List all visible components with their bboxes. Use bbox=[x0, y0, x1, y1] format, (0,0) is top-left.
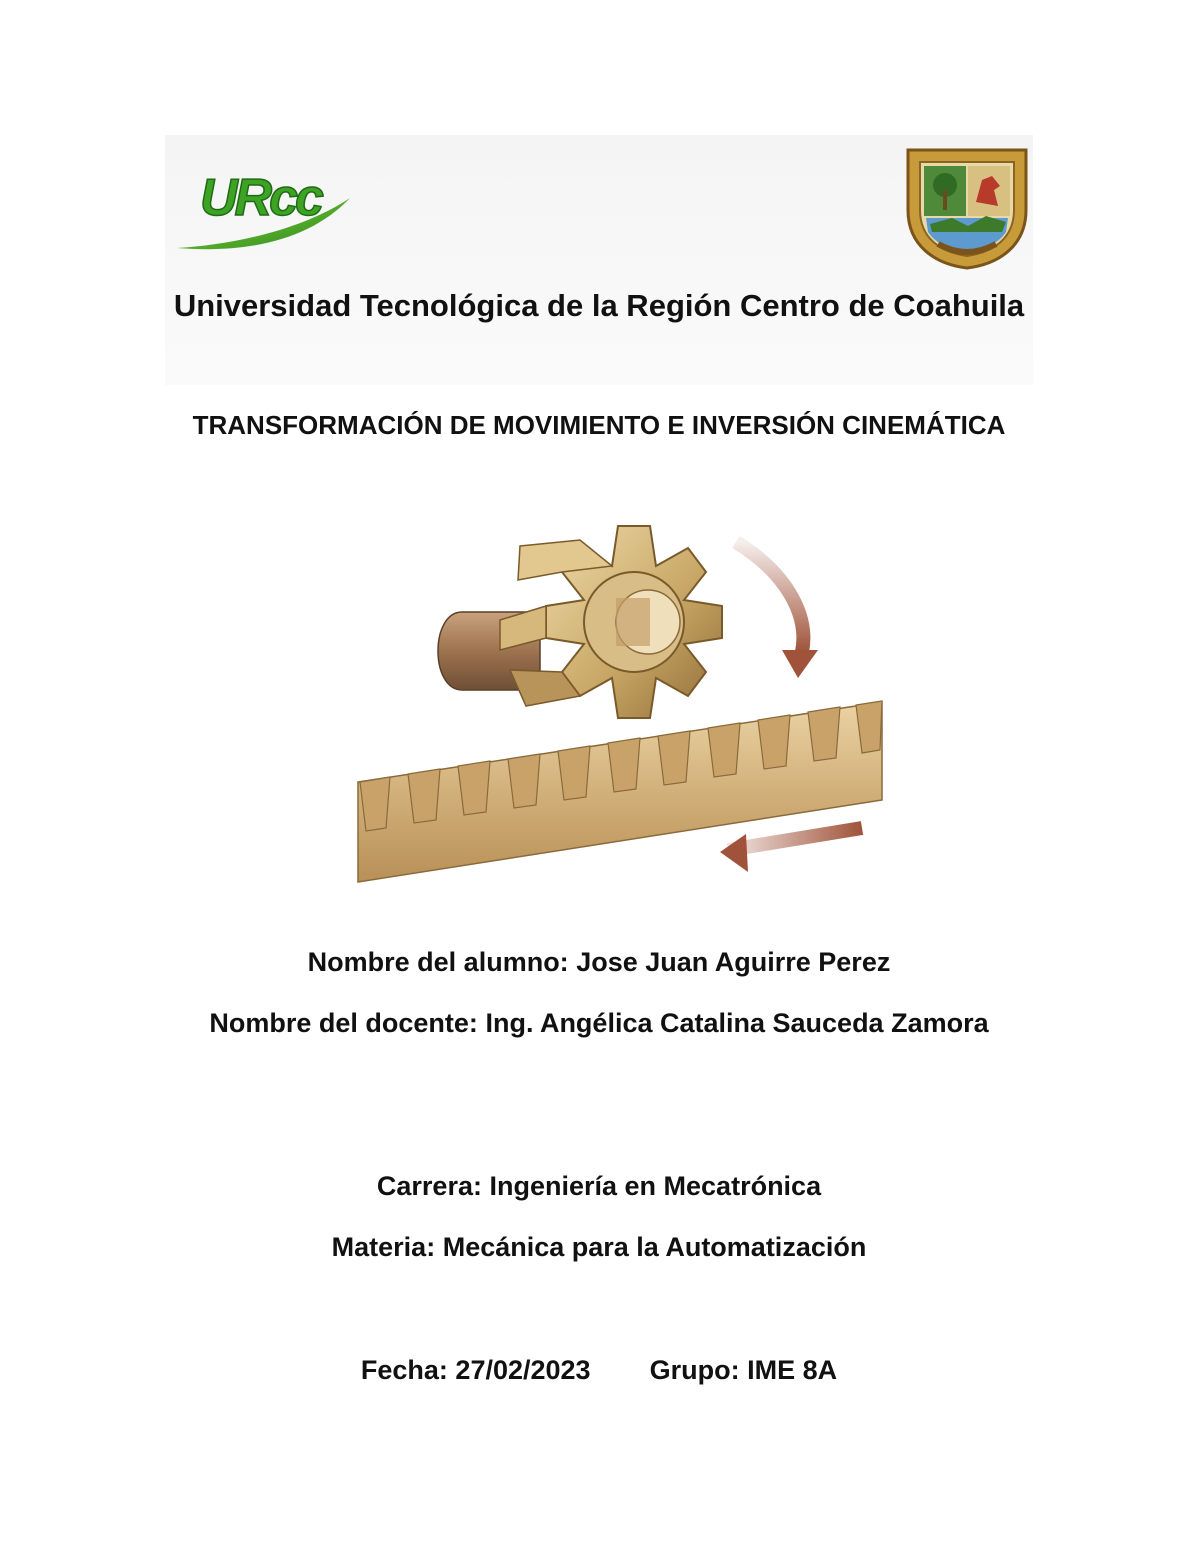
career-line bbox=[165, 1165, 1033, 1207]
student-line bbox=[165, 941, 1033, 983]
urcc-logo bbox=[172, 150, 357, 260]
coahuila-shield-icon bbox=[902, 140, 1032, 270]
date-value: 27/02/2023 bbox=[455, 1355, 591, 1385]
date-group-line bbox=[165, 1349, 1033, 1391]
career-label: Carrera: bbox=[376, 1171, 482, 1201]
group-label: Grupo: bbox=[649, 1355, 740, 1385]
rack-and-pinion-gear-illustration bbox=[350, 520, 890, 890]
subject-label: Materia: bbox=[331, 1232, 436, 1262]
subject-value: Mecánica para la Automatización bbox=[442, 1232, 867, 1262]
university-name: Universidad Tecnológica de la Región Centro de Coahuila bbox=[173, 288, 1025, 323]
document-title: TRANSFORMACIÓN DE MOVIMIENTO E INVERSIÓN CINEMÁTICA bbox=[192, 410, 1006, 440]
teacher-label: Nombre del docente: bbox=[209, 1008, 478, 1038]
teacher-name: Ing. Angélica Catalina Sauceda Zamora bbox=[485, 1008, 989, 1038]
student-label: Nombre del alumno: bbox=[307, 947, 569, 977]
subject-line bbox=[165, 1226, 1033, 1268]
logo-text: URcc bbox=[200, 169, 321, 227]
teacher-line bbox=[195, 1002, 1003, 1044]
student-name: Jose Juan Aguirre Perez bbox=[576, 947, 891, 977]
group-value: IME 8A bbox=[747, 1355, 838, 1385]
date-label: Fecha: bbox=[360, 1355, 448, 1385]
career-value: Ingeniería en Mecatrónica bbox=[489, 1171, 822, 1201]
